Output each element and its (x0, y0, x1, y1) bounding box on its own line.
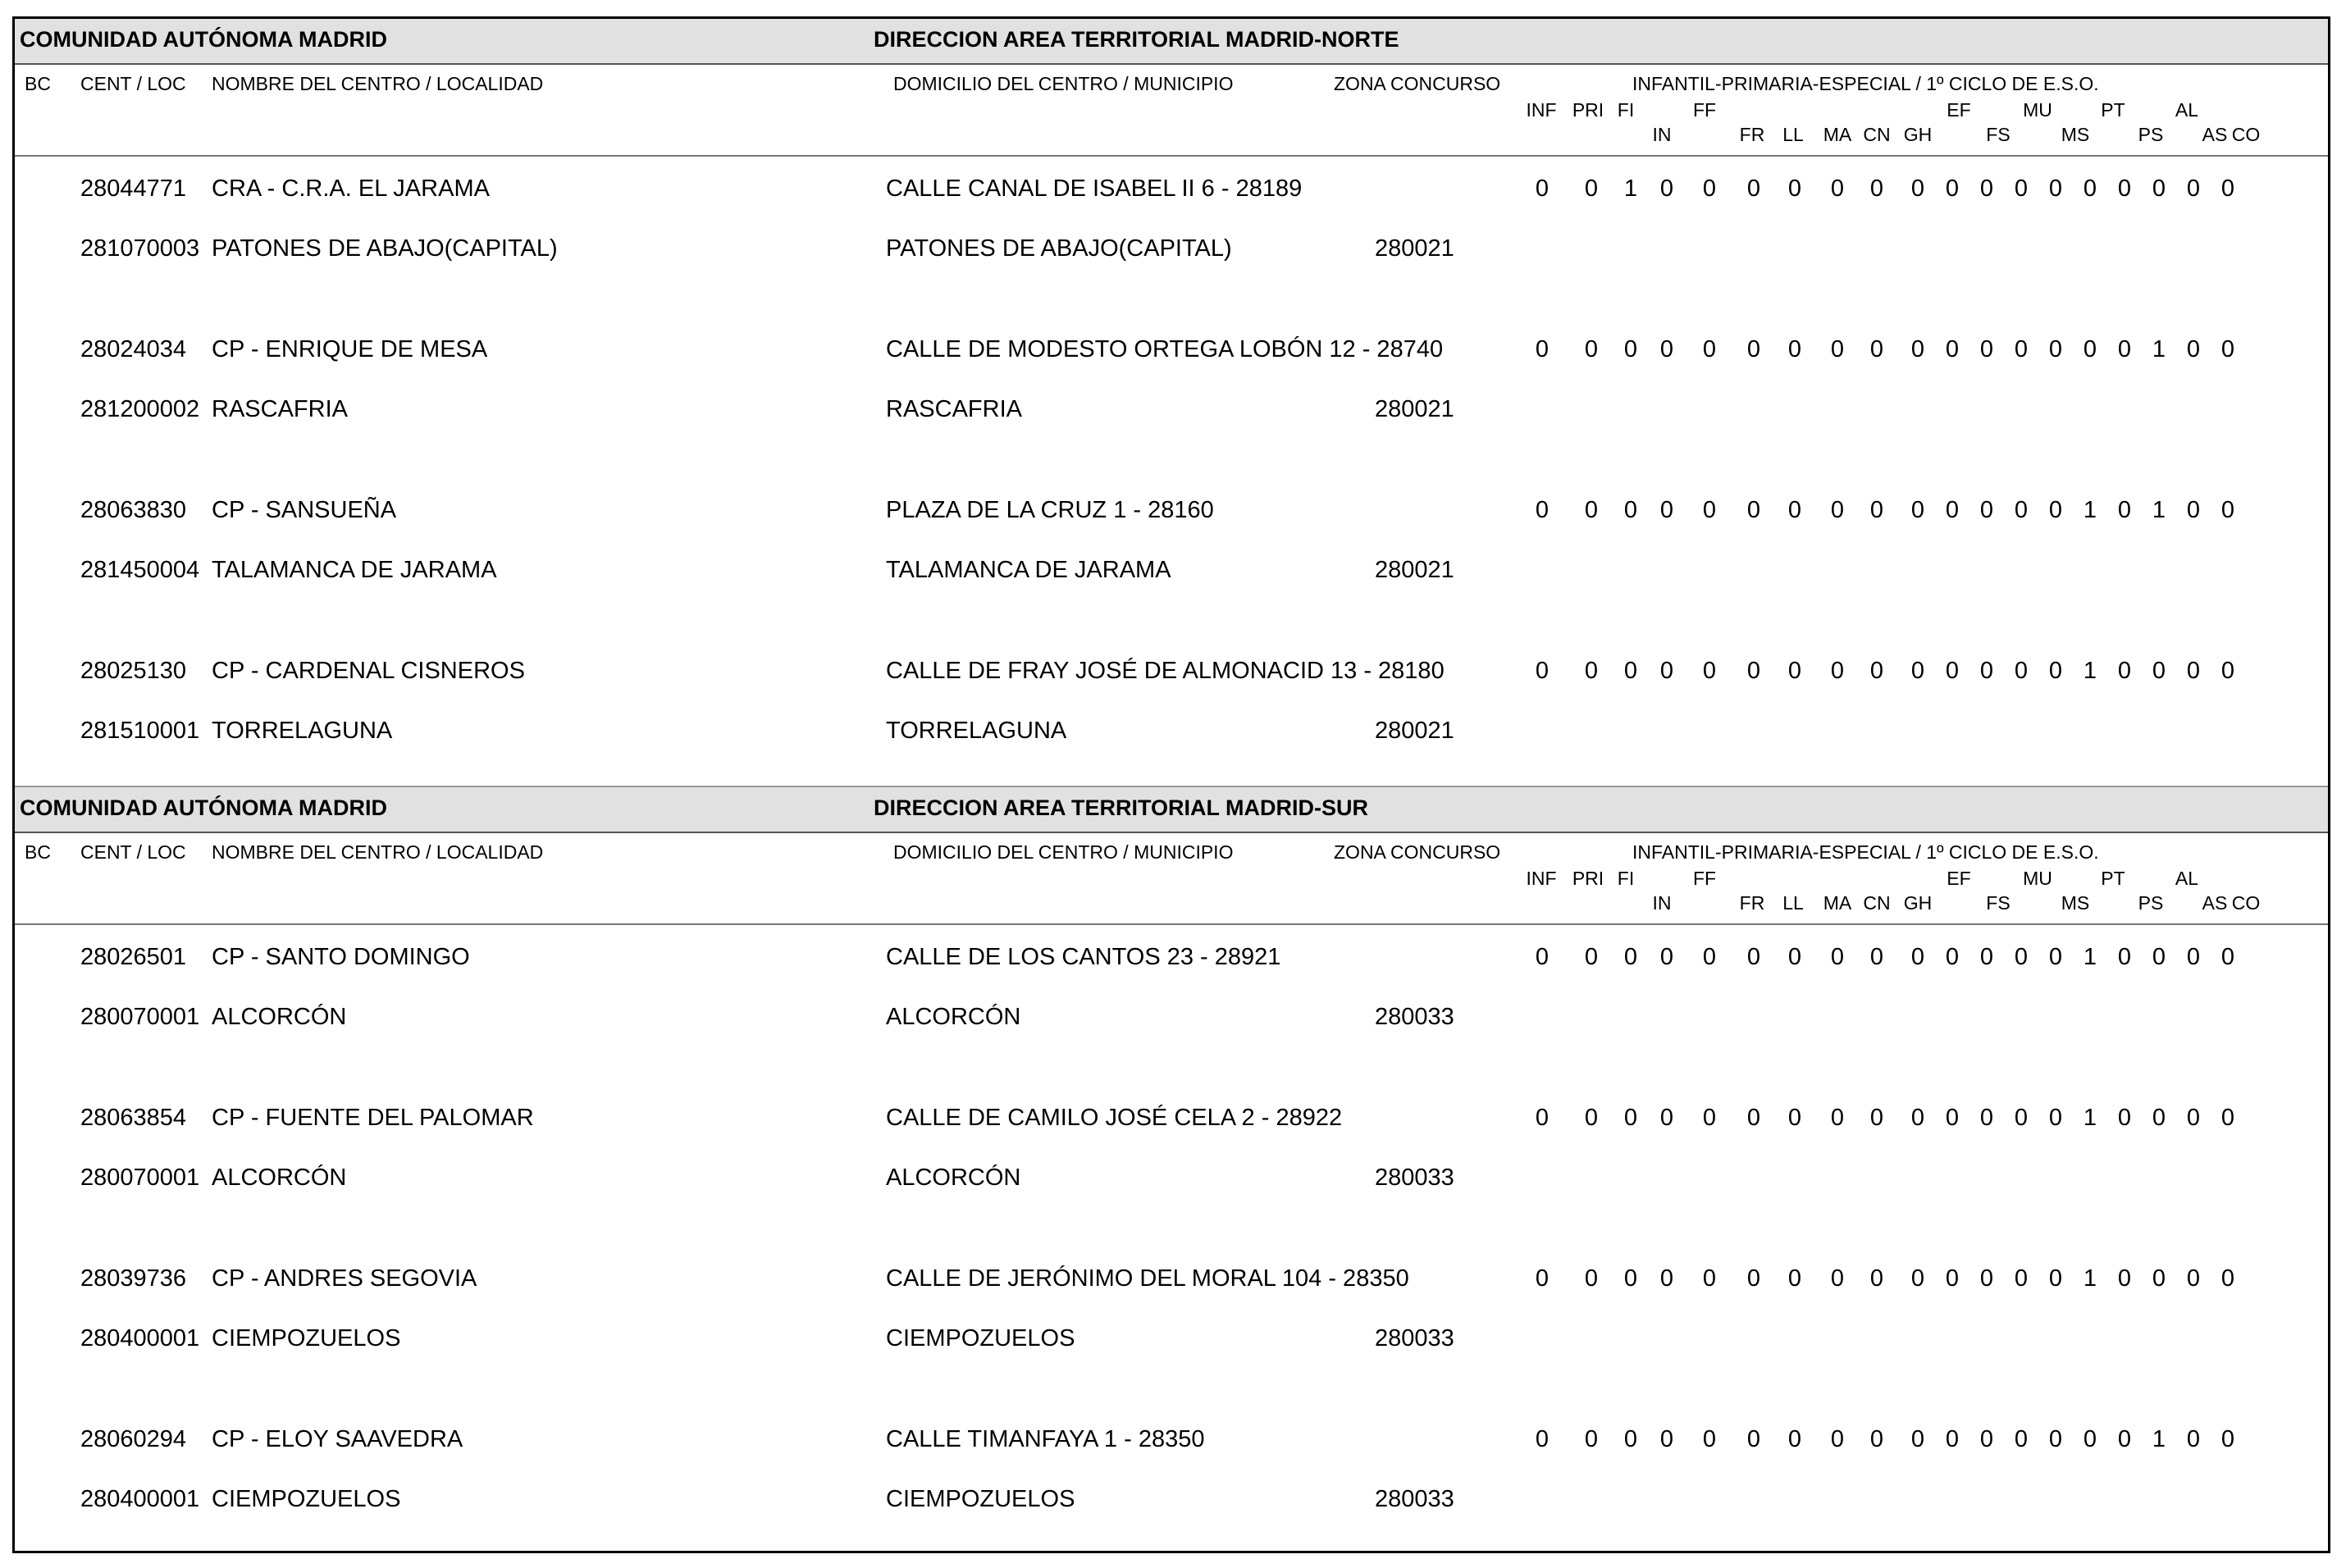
col-specialty: GH (1903, 892, 1933, 914)
specialty-value: 0 (1659, 658, 1674, 684)
specialty-value: 0 (1702, 175, 1717, 202)
table-row (15, 1407, 2328, 1568)
zona-concurso: 280021 (1375, 557, 1454, 583)
centro-name: CP - ANDRES SEGOVIA (212, 1265, 477, 1292)
region-title: COMUNIDAD AUTÓNOMA MADRID (20, 27, 387, 52)
zona-concurso: 280021 (1375, 396, 1454, 422)
col-specialty: AS (2202, 892, 2228, 914)
col-specialty: MU (2023, 868, 2052, 889)
municipio: ALCORCÓN (886, 1165, 1021, 1191)
specialty-value: 0 (1787, 1426, 1802, 1452)
specialty-value: 0 (1979, 175, 1994, 202)
specialty-value: 0 (2083, 1426, 2097, 1452)
specialty-value: 0 (2220, 497, 2235, 523)
specialty-value: 0 (1910, 1265, 1925, 1292)
specialty-value: 0 (1584, 336, 1599, 362)
report-sheet (12, 16, 2330, 1553)
specialty-value: 0 (1979, 944, 1994, 970)
specialty-value: 0 (1702, 944, 1717, 970)
centro-name: CP - ELOY SAAVEDRA (212, 1426, 463, 1452)
localidad-code: 280400001 (80, 1486, 200, 1512)
centro-name: CP - CARDENAL CISNEROS (212, 658, 525, 684)
col-specialty: PS (2138, 124, 2164, 145)
specialty-value: 0 (2186, 175, 2201, 202)
specialty-value: 0 (1746, 1265, 1761, 1292)
centro-name: CP - SANSUEÑA (212, 497, 397, 523)
localidad-name: CIEMPOZUELOS (212, 1486, 401, 1512)
specialty-value: 0 (1945, 1265, 1960, 1292)
centro-name: CP - SANTO DOMINGO (212, 944, 470, 970)
specialty-value: 0 (1623, 1105, 1638, 1131)
specialty-value: 0 (1584, 944, 1599, 970)
specialty-value: 1 (2083, 658, 2097, 684)
specialty-value: 0 (1746, 944, 1761, 970)
col-specialty: GH (1903, 124, 1933, 145)
specialty-value: 0 (1535, 1265, 1550, 1292)
specialty-value: 1 (2083, 1265, 2097, 1292)
municipio: ALCORCÓN (886, 1004, 1021, 1030)
specialty-value: 0 (1910, 336, 1925, 362)
municipio: CIEMPOZUELOS (886, 1325, 1075, 1351)
centro-code: 28026501 (80, 944, 187, 970)
specialty-value: 0 (1910, 497, 1925, 523)
specialty-value: 0 (2220, 175, 2235, 202)
col-specialty: CO (2231, 892, 2261, 914)
specialty-value: 0 (2014, 497, 2029, 523)
specialty-value: 0 (2117, 1105, 2132, 1131)
specialty-value: 0 (2117, 1426, 2132, 1452)
specialty-value: 0 (1746, 1426, 1761, 1452)
specialty-value: 0 (1746, 1105, 1761, 1131)
centro-code: 28025130 (80, 658, 187, 684)
specialty-value: 1 (2152, 336, 2166, 362)
specialty-value: 0 (1869, 944, 1884, 970)
specialty-value: 0 (1746, 336, 1761, 362)
specialty-value: 0 (1787, 658, 1802, 684)
col-specialty: AL (2175, 99, 2199, 121)
localidad-code: 281450004 (80, 557, 200, 583)
specialty-value: 0 (2117, 336, 2132, 362)
col-cent-loc: CENT / LOC (80, 73, 186, 94)
specialty-value: 1 (2083, 1105, 2097, 1131)
specialty-value: 0 (1979, 1426, 1994, 1452)
specialty-value: 0 (1910, 1426, 1925, 1452)
col-zona: ZONA CONCURSO (1334, 841, 1501, 863)
specialty-value: 0 (1746, 175, 1761, 202)
specialty-value: 0 (1945, 658, 1960, 684)
report-section (15, 19, 2328, 787)
localidad-code: 281070003 (80, 235, 200, 262)
specialty-value: 0 (1584, 175, 1599, 202)
specialty-value: 0 (1787, 175, 1802, 202)
specialty-value: 0 (1945, 175, 1960, 202)
specialty-value: 0 (1830, 497, 1845, 523)
table-row (15, 1086, 2328, 1247)
specialty-value: 0 (2014, 175, 2029, 202)
specialty-value: 0 (1746, 497, 1761, 523)
col-nombre: NOMBRE DEL CENTRO / LOCALIDAD (212, 841, 544, 863)
specialty-value: 0 (1623, 497, 1638, 523)
municipio: TORRELAGUNA (886, 718, 1067, 744)
col-specialty: MS (2061, 124, 2090, 145)
col-specialty: FR (1739, 124, 1765, 145)
specialty-value: 0 (2083, 336, 2097, 362)
specialty-value: 0 (1623, 336, 1638, 362)
localidad-name: TORRELAGUNA (212, 718, 393, 744)
col-specialty: FS (1986, 892, 2011, 914)
specialty-value: 0 (2117, 1265, 2132, 1292)
specialty-value: 0 (2152, 1265, 2166, 1292)
col-group: INFANTIL-PRIMARIA-ESPECIAL / 1º CICLO DE E.S.O. (1632, 73, 2099, 94)
specialty-value: 0 (1584, 1105, 1599, 1131)
specialty-value: 0 (2048, 1426, 2063, 1452)
specialty-value: 0 (2186, 1105, 2201, 1131)
table-row (15, 478, 2328, 639)
col-specialty: AL (2175, 868, 2199, 889)
specialty-value: 0 (2048, 497, 2063, 523)
col-cent-loc: CENT / LOC (80, 841, 186, 863)
specialty-value: 0 (1659, 944, 1674, 970)
specialty-value: 1 (2083, 497, 2097, 523)
centro-name: CRA - C.R.A. EL JARAMA (212, 175, 490, 202)
specialty-value: 0 (1787, 1105, 1802, 1131)
col-domicilio: DOMICILIO DEL CENTRO / MUNICIPIO (893, 841, 1234, 863)
localidad-name: ALCORCÓN (212, 1004, 347, 1030)
col-specialty: MA (1823, 124, 1852, 145)
col-specialty: PT (2101, 99, 2125, 121)
col-specialty: FI (1617, 99, 1635, 121)
specialty-value: 0 (1659, 336, 1674, 362)
specialty-value: 1 (2152, 497, 2166, 523)
zona-concurso: 280033 (1375, 1165, 1454, 1191)
centro-domicilio: CALLE DE JERÓNIMO DEL MORAL 104 - 28350 (886, 1265, 1409, 1292)
zona-concurso: 280033 (1375, 1004, 1454, 1030)
specialty-value: 0 (2152, 175, 2166, 202)
specialty-value: 0 (1869, 175, 1884, 202)
specialty-value: 0 (2117, 497, 2132, 523)
col-bc: BC (25, 841, 51, 863)
localidad-name: RASCAFRIA (212, 396, 348, 422)
specialty-value: 0 (1830, 336, 1845, 362)
table-row (15, 639, 2328, 800)
col-specialty: CN (1863, 124, 1891, 145)
col-zona: ZONA CONCURSO (1334, 73, 1501, 94)
centro-code: 28060294 (80, 1426, 187, 1452)
specialty-value: 0 (1830, 1265, 1845, 1292)
col-specialty: FI (1617, 868, 1635, 889)
col-specialty: MU (2023, 99, 2052, 121)
specialty-value: 0 (1787, 336, 1802, 362)
municipio: TALAMANCA DE JARAMA (886, 557, 1171, 583)
specialty-value: 0 (2220, 336, 2235, 362)
section-header (15, 19, 2328, 65)
table-row (15, 317, 2328, 478)
specialty-value: 0 (2117, 944, 2132, 970)
centro-domicilio: PLAZA DE LA CRUZ 1 - 28160 (886, 497, 1214, 523)
col-specialty: IN (1652, 124, 1672, 145)
centro-domicilio: CALLE DE FRAY JOSÉ DE ALMONACID 13 - 28180 (886, 658, 1445, 684)
specialty-value: 0 (1702, 336, 1717, 362)
specialty-value: 0 (2014, 1426, 2029, 1452)
municipio: RASCAFRIA (886, 396, 1022, 422)
specialty-value: 0 (1535, 944, 1550, 970)
col-specialty: CO (2231, 124, 2261, 145)
col-group: INFANTIL-PRIMARIA-ESPECIAL / 1º CICLO DE E.S.O. (1632, 841, 2099, 863)
dat-title: DIRECCION AREA TERRITORIAL MADRID-NORTE (874, 27, 1399, 52)
specialty-value: 0 (1979, 336, 1994, 362)
dat-title: DIRECCION AREA TERRITORIAL MADRID-SUR (874, 795, 1369, 820)
localidad-code: 280070001 (80, 1004, 200, 1030)
specialty-value: 0 (2048, 944, 2063, 970)
specialty-value: 0 (1584, 497, 1599, 523)
section-header (15, 787, 2328, 833)
localidad-name: TALAMANCA DE JARAMA (212, 557, 497, 583)
col-specialty: INF (1526, 99, 1557, 121)
specialty-value: 0 (1659, 1426, 1674, 1452)
col-specialty: IN (1652, 892, 1672, 914)
specialty-value: 0 (1623, 1265, 1638, 1292)
table-row (15, 925, 2328, 1086)
specialty-value: 0 (2186, 497, 2201, 523)
specialty-value: 0 (2220, 658, 2235, 684)
specialty-value: 0 (1584, 1265, 1599, 1292)
column-header (15, 65, 2328, 157)
specialty-value: 0 (1702, 1426, 1717, 1452)
specialty-value: 0 (2186, 944, 2201, 970)
specialty-value: 0 (2186, 1265, 2201, 1292)
region-title: COMUNIDAD AUTÓNOMA MADRID (20, 795, 387, 820)
report-section (15, 787, 2328, 1556)
specialty-value: 0 (1869, 658, 1884, 684)
specialty-value: 0 (1945, 1105, 1960, 1131)
specialty-value: 0 (1702, 658, 1717, 684)
specialty-value: 0 (1584, 1426, 1599, 1452)
specialty-value: 0 (1659, 497, 1674, 523)
col-specialty: FF (1692, 868, 1717, 889)
specialty-value: 0 (1945, 497, 1960, 523)
column-header (15, 833, 2328, 925)
col-specialty: INF (1526, 868, 1557, 889)
specialty-value: 0 (1787, 944, 1802, 970)
centro-domicilio: CALLE CANAL DE ISABEL II 6 - 28189 (886, 175, 1303, 202)
specialty-value: 0 (1535, 1426, 1550, 1452)
specialty-value: 0 (1945, 1426, 1960, 1452)
col-specialty: MA (1823, 892, 1852, 914)
specialty-value: 0 (1787, 1265, 1802, 1292)
centro-domicilio: CALLE DE LOS CANTOS 23 - 28921 (886, 944, 1281, 970)
col-specialty: FS (1986, 124, 2011, 145)
specialty-value: 0 (1535, 658, 1550, 684)
specialty-value: 0 (2220, 1105, 2235, 1131)
col-specialty: LL (1782, 124, 1804, 145)
specialty-value: 0 (1535, 1105, 1550, 1131)
localidad-code: 280070001 (80, 1165, 200, 1191)
centro-name: CP - FUENTE DEL PALOMAR (212, 1105, 534, 1131)
zona-concurso: 280033 (1375, 1486, 1454, 1512)
centro-domicilio: CALLE DE MODESTO ORTEGA LOBÓN 12 - 28740 (886, 336, 1444, 362)
col-specialty: CN (1863, 892, 1891, 914)
specialty-value: 0 (2014, 658, 2029, 684)
col-domicilio: DOMICILIO DEL CENTRO / MUNICIPIO (893, 73, 1234, 94)
specialty-value: 0 (1584, 658, 1599, 684)
localidad-name: ALCORCÓN (212, 1165, 347, 1191)
centro-code: 28063830 (80, 497, 187, 523)
municipio: PATONES DE ABAJO(CAPITAL) (886, 235, 1232, 262)
zona-concurso: 280021 (1375, 235, 1454, 262)
specialty-value: 0 (1623, 944, 1638, 970)
col-specialty: PRI (1572, 99, 1604, 121)
specialty-value: 0 (2220, 944, 2235, 970)
specialty-value: 0 (1979, 1265, 1994, 1292)
specialty-value: 0 (2186, 658, 2201, 684)
specialty-value: 1 (2083, 944, 2097, 970)
specialty-value: 0 (1746, 658, 1761, 684)
centro-code: 28024034 (80, 336, 187, 362)
specialty-value: 0 (2220, 1426, 2235, 1452)
centro-domicilio: CALLE DE CAMILO JOSÉ CELA 2 - 28922 (886, 1105, 1343, 1131)
specialty-value: 0 (1830, 1426, 1845, 1452)
specialty-value: 1 (1623, 175, 1638, 202)
specialty-value: 0 (1659, 1105, 1674, 1131)
specialty-value: 0 (1702, 497, 1717, 523)
specialty-value: 0 (2117, 175, 2132, 202)
specialty-value: 0 (2048, 658, 2063, 684)
col-specialty: LL (1782, 892, 1804, 914)
specialty-value: 0 (1910, 175, 1925, 202)
specialty-value: 0 (2014, 336, 2029, 362)
specialty-value: 0 (1830, 175, 1845, 202)
specialty-value: 0 (1945, 336, 1960, 362)
centro-code: 28044771 (80, 175, 187, 202)
col-bc: BC (25, 73, 51, 94)
specialty-value: 0 (2186, 1426, 2201, 1452)
specialty-value: 0 (1869, 1105, 1884, 1131)
col-specialty: PT (2101, 868, 2125, 889)
zona-concurso: 280033 (1375, 1325, 1454, 1351)
localidad-name: PATONES DE ABAJO(CAPITAL) (212, 235, 558, 262)
specialty-value: 0 (1869, 336, 1884, 362)
col-specialty: PS (2138, 892, 2164, 914)
specialty-value: 0 (1869, 1426, 1884, 1452)
specialty-value: 0 (1910, 1105, 1925, 1131)
specialty-value: 0 (1787, 497, 1802, 523)
specialty-value: 0 (1623, 1426, 1638, 1452)
localidad-code: 281510001 (80, 718, 200, 744)
specialty-value: 0 (1535, 175, 1550, 202)
col-specialty: EF (1947, 868, 1971, 889)
specialty-value: 0 (1979, 497, 1994, 523)
specialty-value: 0 (2152, 658, 2166, 684)
centro-name: CP - ENRIQUE DE MESA (212, 336, 488, 362)
col-nombre: NOMBRE DEL CENTRO / LOCALIDAD (212, 73, 544, 94)
specialty-value: 0 (1869, 497, 1884, 523)
specialty-value: 0 (1535, 497, 1550, 523)
specialty-value: 0 (2048, 1105, 2063, 1131)
specialty-value: 0 (1830, 658, 1845, 684)
specialty-value: 0 (2014, 1265, 2029, 1292)
centro-code: 28063854 (80, 1105, 187, 1131)
table-row (15, 157, 2328, 317)
specialty-value: 0 (1535, 336, 1550, 362)
centro-domicilio: CALLE TIMANFAYA 1 - 28350 (886, 1426, 1205, 1452)
col-specialty: PRI (1572, 868, 1604, 889)
specialty-value: 0 (2014, 1105, 2029, 1131)
specialty-value: 0 (2048, 1265, 2063, 1292)
localidad-name: CIEMPOZUELOS (212, 1325, 401, 1351)
specialty-value: 0 (1659, 175, 1674, 202)
centro-code: 28039736 (80, 1265, 187, 1292)
specialty-value: 0 (2014, 944, 2029, 970)
col-specialty: MS (2061, 892, 2090, 914)
specialty-value: 0 (2083, 175, 2097, 202)
specialty-value: 0 (2117, 658, 2132, 684)
specialty-value: 0 (2186, 336, 2201, 362)
table-row (15, 1247, 2328, 1407)
specialty-value: 0 (1702, 1105, 1717, 1131)
specialty-value: 0 (1910, 658, 1925, 684)
col-specialty: FF (1692, 99, 1717, 121)
localidad-code: 281200002 (80, 396, 200, 422)
specialty-value: 0 (2152, 944, 2166, 970)
specialty-value: 0 (2152, 1105, 2166, 1131)
specialty-value: 0 (2048, 175, 2063, 202)
localidad-code: 280400001 (80, 1325, 200, 1351)
specialty-value: 0 (1830, 1105, 1845, 1131)
specialty-value: 0 (1830, 944, 1845, 970)
col-specialty: AS (2202, 124, 2228, 145)
col-specialty: FR (1739, 892, 1765, 914)
specialty-value: 0 (1979, 658, 1994, 684)
specialty-value: 0 (1659, 1265, 1674, 1292)
specialty-value: 0 (1702, 1265, 1717, 1292)
specialty-value: 0 (1979, 1105, 1994, 1131)
specialty-value: 0 (1869, 1265, 1884, 1292)
specialty-value: 0 (1945, 944, 1960, 970)
specialty-value: 0 (1910, 944, 1925, 970)
municipio: CIEMPOZUELOS (886, 1486, 1075, 1512)
zona-concurso: 280021 (1375, 718, 1454, 744)
specialty-value: 1 (2152, 1426, 2166, 1452)
specialty-value: 0 (2220, 1265, 2235, 1292)
col-specialty: EF (1947, 99, 1971, 121)
specialty-value: 0 (1623, 658, 1638, 684)
specialty-value: 0 (2048, 336, 2063, 362)
